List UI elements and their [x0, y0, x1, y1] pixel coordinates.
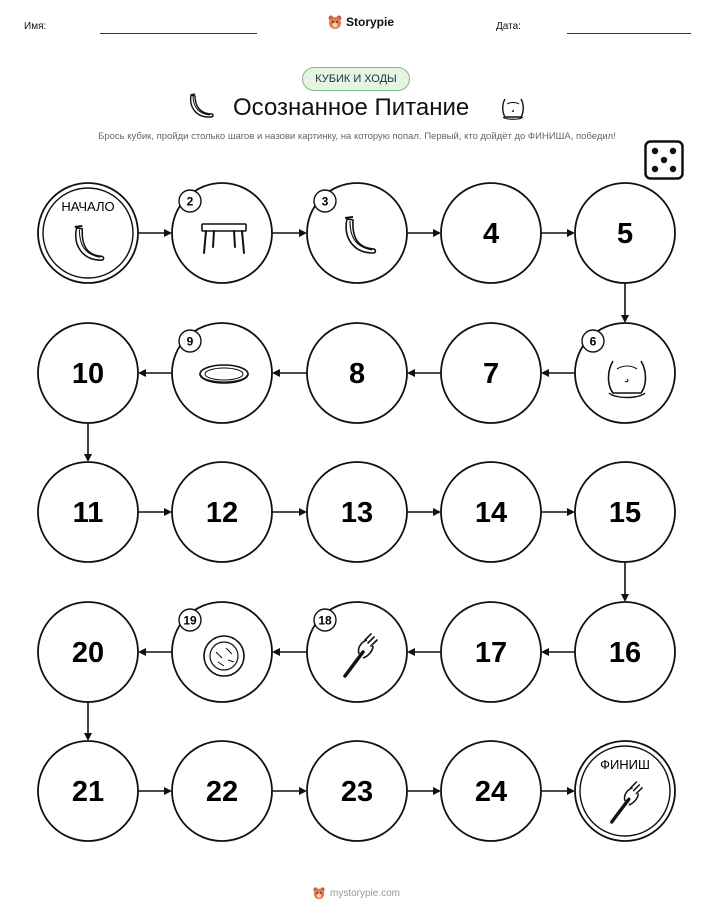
path-arrow — [138, 508, 172, 516]
step-tag — [179, 330, 201, 352]
cell-number: 16 — [608, 637, 642, 669]
cell-number: 7 — [482, 358, 500, 390]
path-arrow — [541, 508, 575, 516]
cell-number: 11 — [72, 497, 104, 529]
board-cell-9 — [172, 323, 272, 423]
path-arrow — [138, 787, 172, 795]
path-arrow — [407, 369, 441, 377]
page-title: Осознанное Питание — [233, 94, 470, 121]
cell-number: 22 — [205, 776, 239, 808]
path-arrow — [621, 283, 629, 323]
board-cell-3 — [307, 183, 407, 283]
path-arrow — [138, 648, 172, 656]
svg-text:9: 9 — [186, 334, 194, 349]
name-label: Имя: — [24, 21, 47, 32]
path-arrow — [407, 648, 441, 656]
board-cell-14 — [441, 462, 541, 562]
path-arrow — [84, 423, 92, 462]
path-arrow — [541, 229, 575, 237]
instructions: Брось кубик, пройди столько шагов и назови картинку, на которую попал. Первый, кто дойдёт до ФИНИША, победил! — [98, 131, 616, 142]
cell-number: 12 — [205, 497, 239, 529]
path-arrow — [84, 702, 92, 741]
path-arrow — [272, 648, 307, 656]
board-cell-25 — [575, 741, 675, 841]
path-arrow — [407, 508, 441, 516]
board-cell-22 — [172, 741, 272, 841]
cell-number: 24 — [474, 776, 508, 808]
path-arrow — [272, 369, 307, 377]
cell-number: 15 — [608, 497, 642, 529]
svg-text:18: 18 — [318, 613, 332, 628]
step-tag — [582, 330, 604, 352]
category-badge: КУБИК И ХОДЫ — [302, 67, 410, 91]
path-arrow — [138, 229, 172, 237]
cell-number: 8 — [348, 358, 366, 390]
path-arrow — [138, 369, 172, 377]
path-arrow — [407, 229, 441, 237]
path-arrow — [407, 787, 441, 795]
svg-text:3: 3 — [321, 194, 329, 209]
board-cell-8 — [307, 323, 407, 423]
svg-text:19: 19 — [183, 613, 197, 628]
start-label: НАЧАЛО — [61, 199, 115, 214]
path-arrow — [541, 787, 575, 795]
footer-url[interactable]: mystorypie.com — [330, 887, 401, 899]
path-arrow — [272, 508, 307, 516]
finish-label: ФИНИШ — [600, 757, 650, 772]
step-tag — [314, 609, 336, 631]
svg-text:6: 6 — [589, 334, 597, 349]
footer — [312, 886, 400, 900]
board-cell-4 — [441, 183, 541, 283]
bear-mascot-icon — [312, 886, 326, 900]
cell-number: 21 — [71, 776, 105, 808]
board-cell-12 — [172, 462, 272, 562]
board-cell-17 — [441, 602, 541, 702]
board-cell-7 — [441, 323, 541, 423]
board-cell-19 — [172, 602, 272, 702]
path-arrow — [541, 648, 575, 656]
cell-number: 5 — [616, 218, 634, 250]
cell-number: 17 — [474, 637, 508, 669]
board-cell-24 — [441, 741, 541, 841]
board-cell-16 — [575, 602, 675, 702]
board-cell-6 — [575, 323, 675, 423]
board-cell-20 — [38, 602, 138, 702]
step-tag — [179, 609, 201, 631]
logo-text: Storypie — [346, 15, 395, 29]
board-cell-5 — [575, 183, 675, 283]
board-cell-13 — [307, 462, 407, 562]
path-arrow — [272, 229, 307, 237]
board-cell-23 — [307, 741, 407, 841]
cell-number: 4 — [482, 218, 500, 250]
path-arrow — [541, 369, 575, 377]
board-cell-1 — [38, 183, 138, 283]
step-tag — [179, 190, 201, 212]
board-cell-10 — [38, 323, 138, 423]
cell-number: 23 — [340, 776, 374, 808]
cell-number: 14 — [474, 497, 508, 529]
step-tag — [314, 190, 336, 212]
date-label: Дата: — [496, 21, 521, 32]
board-cell-15 — [575, 462, 675, 562]
board-cell-21 — [38, 741, 138, 841]
path-arrow — [621, 562, 629, 602]
board-cell-18 — [307, 602, 407, 702]
cell-number: 20 — [71, 637, 105, 669]
board-cell-11 — [38, 462, 138, 562]
cell-number: 10 — [71, 358, 105, 390]
board-cell-2 — [172, 183, 272, 283]
svg-text:2: 2 — [186, 194, 194, 209]
path-arrow — [272, 787, 307, 795]
cell-number: 13 — [340, 497, 374, 529]
